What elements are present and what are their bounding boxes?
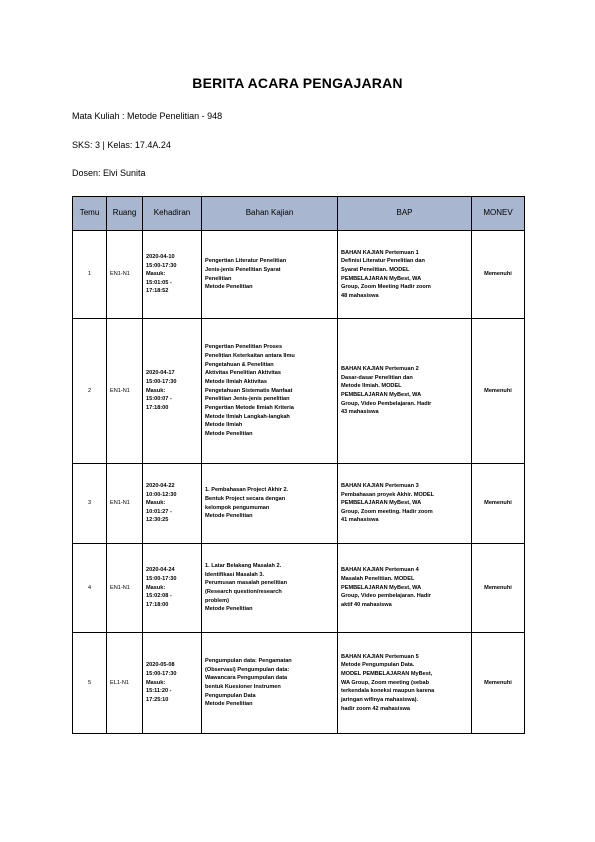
line: 10:01:27 - xyxy=(146,508,172,515)
line: Bentuk Project secara dengan xyxy=(205,495,286,502)
line: (Research question/research xyxy=(205,589,282,595)
line: Pengertian Penelitian Proses xyxy=(205,344,283,351)
table-row xyxy=(73,633,525,734)
line: Masalah Penelitian. MODEL xyxy=(341,576,415,583)
cell-bap xyxy=(338,633,472,734)
line: 1. Latar Belakang Masalah 2. xyxy=(205,563,282,570)
course-name: Mata Kuliah : Metode Penelitian - 948 xyxy=(72,111,223,121)
line: 17:18:00 xyxy=(146,601,169,608)
line: Jenis-jenis Penelitian Syarat xyxy=(205,266,281,273)
header-monev: MONEV xyxy=(472,197,525,231)
line: 2020-05-08 xyxy=(146,662,175,669)
line: Pengumpulan data: Pengamatan xyxy=(205,658,292,665)
line: 15:00:07 - xyxy=(146,396,172,403)
cell-bahan-kajian xyxy=(202,464,338,544)
cell-monev: Memenuhi xyxy=(472,231,525,319)
line: 2020-04-24 xyxy=(146,567,175,574)
line: Perumusan masalah penelitian xyxy=(205,580,288,587)
line: 12:30:25 xyxy=(146,517,169,524)
header-kehadiran: Kehadiran xyxy=(143,197,202,231)
line: Penelitian Keterkaitan antara Ilmu xyxy=(205,353,295,360)
cell-monev: Memenuhi xyxy=(472,544,525,633)
line: 15:00-17:30 xyxy=(146,379,177,386)
line: Pengetahuan & Penelitian xyxy=(205,361,274,368)
line: 15:02:08 - xyxy=(146,593,172,600)
line: 2020-04-17 xyxy=(146,370,175,377)
cell-kehadiran xyxy=(143,633,202,734)
line: Metode Ilmiah. MODEL xyxy=(341,383,402,390)
lecturer-name: Dosen: Elvi Sunita xyxy=(72,168,146,178)
line: Masuk: xyxy=(146,500,166,507)
line: Group, Zoom Meeting Hadir zoom xyxy=(341,284,431,291)
cell-ruang: EL1-N1 xyxy=(107,633,143,734)
line: BAHAN KAJIAN Pertemuan 2 xyxy=(341,366,419,373)
header-temu: Temu xyxy=(73,197,107,231)
line: Metode Ilmiah Langkah-langkah xyxy=(205,413,290,420)
line: Metode Pengumpulan Data. xyxy=(341,662,415,669)
cell-ruang: EN1-N1 xyxy=(107,231,143,319)
line: 15:00-17:30 xyxy=(146,576,177,583)
line: Pembahasan proyek Akhir. MODEL xyxy=(341,491,435,498)
line: 2020-04-10 xyxy=(146,253,175,260)
line: Group, Zoom meeting. Hadir zoom xyxy=(341,508,433,515)
line: BAHAN KAJIAN Pertemuan 4 xyxy=(341,567,419,574)
line: PEMBELAJARAN MyBest, WA xyxy=(341,500,422,507)
cell-bahan-kajian xyxy=(202,231,338,319)
line: Pengertian Literatur Penelitian xyxy=(205,258,287,265)
line: BAHAN KAJIAN Pertemuan 5 xyxy=(341,653,419,660)
table-header-row xyxy=(73,197,525,231)
line: problem) xyxy=(205,597,229,604)
line: BAHAN KAJIAN Pertemuan 1 xyxy=(341,249,419,256)
line: PEMBELAJARAN MyBest, WA xyxy=(341,584,422,591)
line: terkendala koneksi maupun karena xyxy=(341,688,435,695)
line: hadir zoom 42 mahasiswa xyxy=(341,705,411,712)
line: Definisi Literatur Penelitian dan xyxy=(341,258,425,265)
cell-ruang: EN1-N1 xyxy=(107,319,143,464)
cell-kehadiran xyxy=(143,231,202,319)
cell-bahan-kajian xyxy=(202,319,338,464)
line: Penelitian xyxy=(205,275,232,282)
cell-bahan-kajian xyxy=(202,544,338,633)
header-ruang: Ruang xyxy=(107,197,143,231)
line: (Observasi) Pengumpulan data: xyxy=(205,666,290,673)
line: 15:11:20 - xyxy=(146,688,172,695)
cell-bap xyxy=(338,319,472,464)
line: Syarat Penelitian. MODEL xyxy=(341,266,410,273)
line: Metode Penelitian xyxy=(205,701,253,708)
cell-ruang: EN1-N1 xyxy=(107,544,143,633)
line: Masuk: xyxy=(146,271,166,278)
table-row xyxy=(73,231,525,319)
line: bentuk Kuesioner Instrumen xyxy=(205,684,281,690)
line: Pengumpulan Data xyxy=(205,692,256,699)
line: Aktivitas Penelitian Aktivitas xyxy=(205,370,281,377)
cell-temu: 3 xyxy=(73,464,107,544)
line: PEMBELAJARAN MyBest, WA xyxy=(341,275,422,282)
header-bahan-kajian: Bahan Kajian xyxy=(202,197,338,231)
cell-temu: 1 xyxy=(73,231,107,319)
line: Masuk: xyxy=(146,679,166,686)
line: MODEL PEMBELAJARAN MyBest, xyxy=(341,671,433,678)
line: 41 mahasiswa xyxy=(341,517,379,524)
page-title: BERITA ACARA PENGAJARAN xyxy=(192,75,403,91)
cell-temu: 2 xyxy=(73,319,107,464)
line: 48 mahasiswa xyxy=(341,292,379,299)
cell-temu: 5 xyxy=(73,633,107,734)
line: 15:00-17:30 xyxy=(146,671,177,678)
line: Penelitian Jenis-jenis penelitian xyxy=(205,396,290,403)
line: Metode Ilmiah Aktivitas xyxy=(205,379,267,386)
cell-monev: Memenuhi xyxy=(472,319,525,464)
line: BAHAN KAJIAN Pertemuan 3 xyxy=(341,482,419,489)
line: Group, Video pembelajaran. Hadir xyxy=(341,593,432,600)
line: 17:18:00 xyxy=(146,404,169,411)
attendance-table xyxy=(72,196,525,734)
line: WA Group, Zoom meeting (sebab xyxy=(341,679,430,686)
line: 10:00-12:30 xyxy=(146,491,177,498)
cell-kehadiran xyxy=(143,319,202,464)
line: 1. Pembahasan Project Akhir 2. xyxy=(205,487,289,494)
line: Masuk: xyxy=(146,584,166,591)
line: Identifikasi Masalah 3. xyxy=(205,571,265,578)
line: aktif 40 mahasiswa xyxy=(341,601,392,608)
line: PEMBELAJARAN MyBest, WA xyxy=(341,392,422,398)
cell-bap xyxy=(338,464,472,544)
cell-kehadiran xyxy=(143,464,202,544)
cell-ruang: EN1-N1 xyxy=(107,464,143,544)
line: 15:00-17:30 xyxy=(146,262,177,269)
line: Masuk: xyxy=(146,387,166,394)
line: Metode Penelitian xyxy=(205,513,253,520)
line: jaringan wifinya mahasiswa). xyxy=(341,696,419,703)
line: Pengetahuan Sistematis Manfaat xyxy=(205,387,293,394)
table-row xyxy=(73,319,525,464)
line: 2020-04-22 xyxy=(146,482,175,489)
cell-kehadiran xyxy=(143,544,202,633)
line: Metode Penelitian xyxy=(205,430,253,437)
line: Metode Ilmiah xyxy=(205,422,243,429)
table-row xyxy=(73,544,525,633)
line: Wawancara Pengumpulan data xyxy=(205,675,288,682)
line: Group, Video Pembelajaran. Hadir xyxy=(341,400,432,407)
line: 17:18:52 xyxy=(146,288,169,295)
line: Pengertian Metode Ilmiah Kriteria xyxy=(205,404,294,411)
cell-bahan-kajian xyxy=(202,633,338,734)
header-bap: BAP xyxy=(338,197,472,231)
line: 15:01:05 - xyxy=(146,279,172,286)
line: Dasar-dasar Penelitian dan xyxy=(341,374,413,381)
cell-bap xyxy=(338,231,472,319)
cell-monev: Memenuhi xyxy=(472,464,525,544)
line: Metode Penelitian xyxy=(205,606,253,613)
line: 43 mahasiswa xyxy=(341,409,379,416)
line: Metode Penelitian xyxy=(205,284,253,291)
cell-bap xyxy=(338,544,472,633)
cell-temu: 4 xyxy=(73,544,107,633)
cell-monev: Memenuhi xyxy=(472,633,525,734)
credits-class: SKS: 3 | Kelas: 17.4A.24 xyxy=(72,140,171,150)
line: kelompok pengumuman xyxy=(205,504,270,511)
table-row xyxy=(73,464,525,544)
line: 17:25:10 xyxy=(146,696,169,703)
